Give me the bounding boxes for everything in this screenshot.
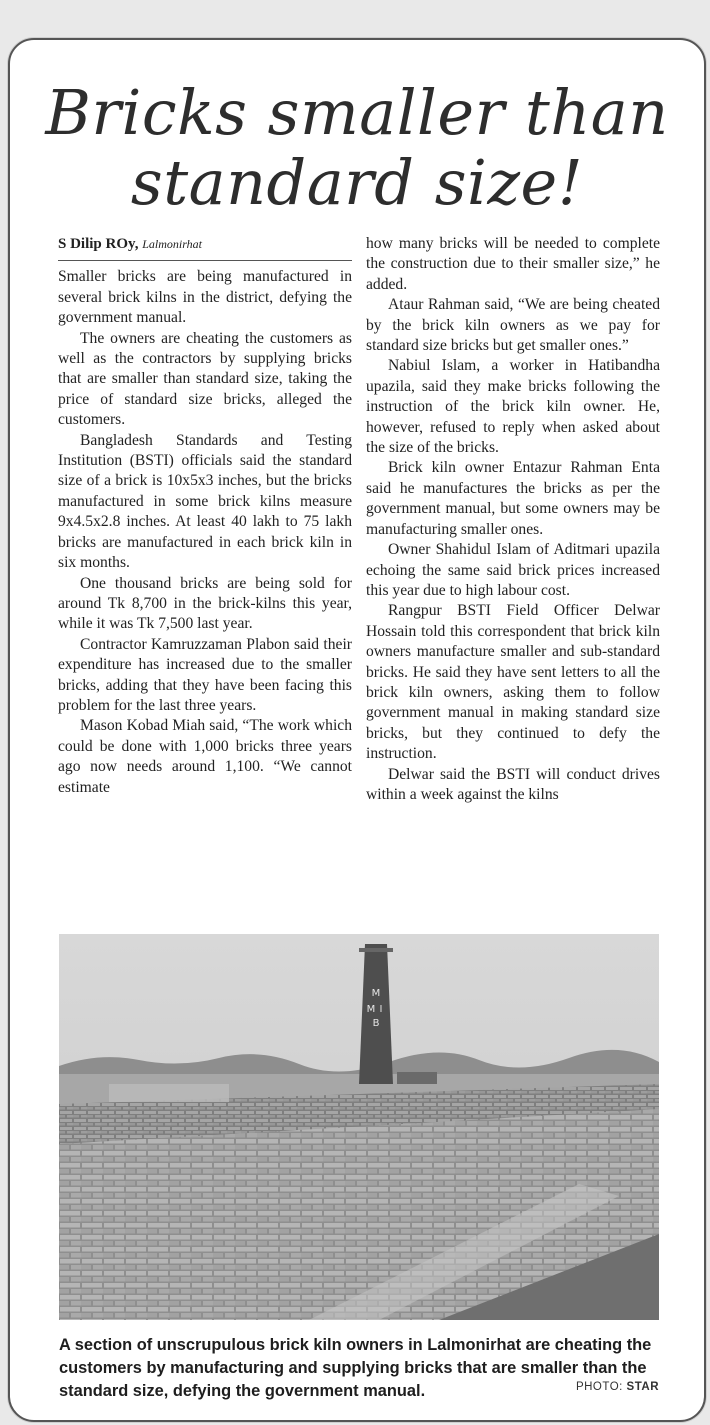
paragraph: Ataur Rahman said, “We are being cheated by the brick kiln owners as we pay for standard size bricks but get smaller ones.” [366, 296, 660, 355]
paragraph: how many bricks will be needed to complete the construction due to their smaller size,” he added. [366, 235, 660, 293]
paragraph: One thousand bricks are being sold for around Tk 8,700 in the brick-kilns this year, while it was Tk 7,500 last year. [58, 574, 352, 633]
brick-kiln-illustration [59, 934, 659, 1320]
article-card [8, 38, 706, 1422]
paragraph: Smaller bricks are being manufactured in several brick kilns in the district, defying the government manual. [58, 268, 352, 327]
brick-kiln-photo [59, 934, 659, 1320]
chimney-letter: M [366, 1004, 376, 1015]
paragraph: Delwar said the BSTI will conduct drives within a week against the kilns [366, 765, 660, 803]
paragraph: Owner Shahidul Islam of Aditmari upazila echoing the same said brick prices increased this year due to high labour cost. [366, 541, 660, 599]
paragraph: Brick kiln owner Entazur Rahman Enta said he manufactures the bricks as per the government manual, but some owners may be manufacturing smaller ones. [366, 459, 660, 538]
headline-line-1: Bricks smaller than [45, 76, 669, 149]
chimney [359, 944, 393, 1084]
article-column-right [366, 234, 660, 805]
kiln-shed [397, 1072, 437, 1084]
headline-line-2: standard size! [130, 146, 584, 219]
brick-stack-far [109, 1084, 229, 1102]
chimney-letter: I [379, 1004, 383, 1015]
byline-location: Lalmonirhat [142, 237, 202, 251]
byline [58, 234, 352, 261]
photo-credit-source: STAR [626, 1381, 659, 1393]
paragraph: Rangpur BSTI Field Officer Delwar Hossain told this correspondent that brick kiln owners manufacture smaller and sub-standard bricks. He said they have sent letters to all the brick kiln owners, asking them to follow government manual in making standard size bricks, but they continued to defy the instruction. [366, 602, 660, 763]
chimney-letter: B [372, 1018, 380, 1029]
paragraph: Bangladesh Standards and Testing Institution (BSTI) officials said the standard size of a brick is 10x5x3 inches, but the bricks manufactured in some brick kilns measure 9x4.5x2.8 inches. At least 40 lakh to 75 lakh bricks are manufactured in each brick kiln in six months. [58, 431, 352, 572]
headline [10, 78, 704, 218]
byline-name: S Dilip ROy, [58, 236, 139, 252]
paragraph: Nabiul Islam, a worker in Hatibandha upazila, said they make bricks following the instruction of the brick kiln owner. He, however, refused to reply when asked about the size of the bricks. [366, 357, 660, 457]
paragraph: Mason Kobad Miah said, “The work which could be done with 1,000 bricks three years ago now needs around 1,100. “We cannot estimate [58, 717, 352, 796]
chimney-letter: M [371, 988, 381, 999]
chimney-band [359, 948, 393, 952]
photo-credit-prefix: PHOTO: [575, 1381, 623, 1393]
paragraph: Contractor Kamruzzaman Plabon said their expenditure has increased due to the smaller bricks, adding that they have been facing this problem for the last three years. [58, 635, 352, 714]
article-column-left [58, 234, 352, 798]
photo-caption: A section of unscrupulous brick kiln owners in Lalmonirhat are cheating the customers by manufacturing and supplying bricks that are smaller than the standard size, defying the government manual. [59, 1336, 652, 1400]
paragraph: The owners are cheating the customers as well as the contractors by supplying bricks that are smaller than standard size, taking the price of standard size bricks, alleged the customers. [58, 329, 352, 429]
photo-credit [576, 1381, 659, 1393]
